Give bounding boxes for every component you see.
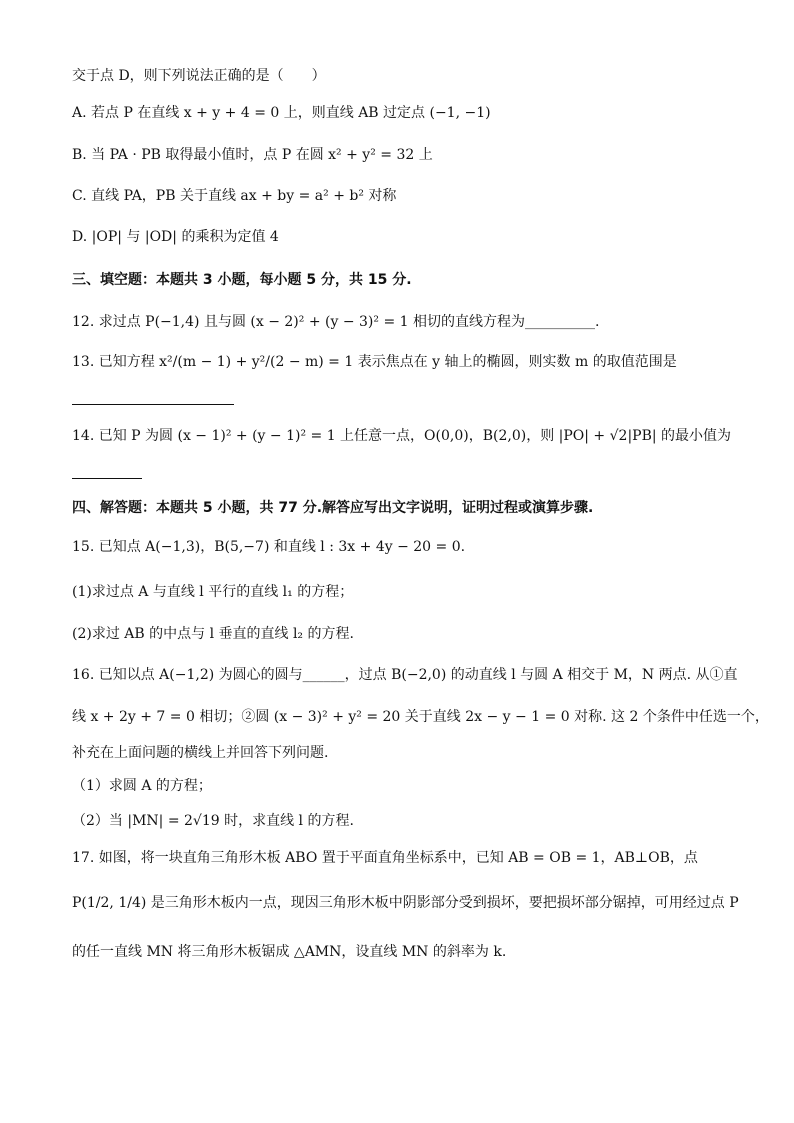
question-16-part-1: （1）求圆 A 的方程； (72, 778, 212, 794)
question-16-line-3: 补充在上面问题的横线上并回答下列问题. (72, 745, 329, 761)
answer-blank-13 (72, 404, 234, 405)
question-17-line-3: 的任一直线 MN 将三角形木板锯成 △AMN，设直线 MN 的斜率为 k. (72, 944, 507, 960)
question-12: 12. 求过点 P(−1,4) 且与圆 (x − 2)² + (y − 3)² = 1 相切的直线方程为__________. (72, 314, 600, 330)
question-13: 13. 已知方程 x²/(m − 1) + y²/(2 − m) = 1 表示焦点在 y 轴上的椭圆，则实数 m 的取值范围是 (72, 354, 677, 370)
section-4-heading: 四、解答题：本题共 5 小题，共 77 分.解答应写出文字说明，证明过程或演算步骤. (72, 500, 594, 516)
answer-blank-14 (72, 478, 142, 479)
question-15-part-2: (2)求过 AB 的中点与 l 垂直的直线 l₂ 的方程. (72, 626, 354, 642)
option-a: A. 若点 P 在直线 x + y + 4 = 0 上，则直线 AB 过定点 (−1, −1) (72, 105, 491, 121)
option-d: D. |OP| 与 |OD| 的乘积为定值 4 (72, 229, 279, 245)
option-b: B. 当 PA · PB 取得最小值时，点 P 在圆 x² + y² = 32 上 (72, 147, 433, 163)
question-11-stem-end: 交于点 D，则下列说法正确的是（ ） (72, 68, 326, 84)
question-17-line-1: 17. 如图，将一块直角三角形木板 ABO 置于平面直角坐标系中，已知 AB = OB = 1，AB⊥OB，点 (72, 850, 698, 866)
section-3-heading: 三、填空题：本题共 3 小题，每小题 5 分，共 15 分. (72, 272, 412, 288)
question-14: 14. 已知 P 为圆 (x − 1)² + (y − 1)² = 1 上任意一点，O(0,0)，B(2,0)，则 |PO| + √2|PB| 的最小值为 (72, 428, 732, 444)
question-16-line-2: 线 x + 2y + 7 = 0 相切；②圆 (x − 3)² + y² = 20 关于直线 2x − y − 1 = 0 对称. 这 2 个条件中任选一个， (72, 709, 769, 725)
question-16-line-1: 16. 已知以点 A(−1,2) 为圆心的圆与______，过点 B(−2,0) 的动直线 l 与圆 A 相交于 M，N 两点. 从①直 (72, 667, 738, 683)
question-16-part-2: （2）当 |MN| = 2√19 时，求直线 l 的方程. (72, 813, 354, 829)
question-15: 15. 已知点 A(−1,3)，B(5,−7) 和直线 l : 3x + 4y − 20 = 0. (72, 539, 466, 555)
question-17-line-2: P(1/2, 1/4) 是三角形木板内一点，现因三角形木板中阴影部分受到损坏，要把损坏部分锯掉，可用经过点 P (72, 895, 739, 911)
question-15-part-1: (1)求过点 A 与直线 l 平行的直线 l₁ 的方程； (72, 584, 354, 600)
option-c: C. 直线 PA，PB 关于直线 ax + by = a² + b² 对称 (72, 188, 397, 204)
